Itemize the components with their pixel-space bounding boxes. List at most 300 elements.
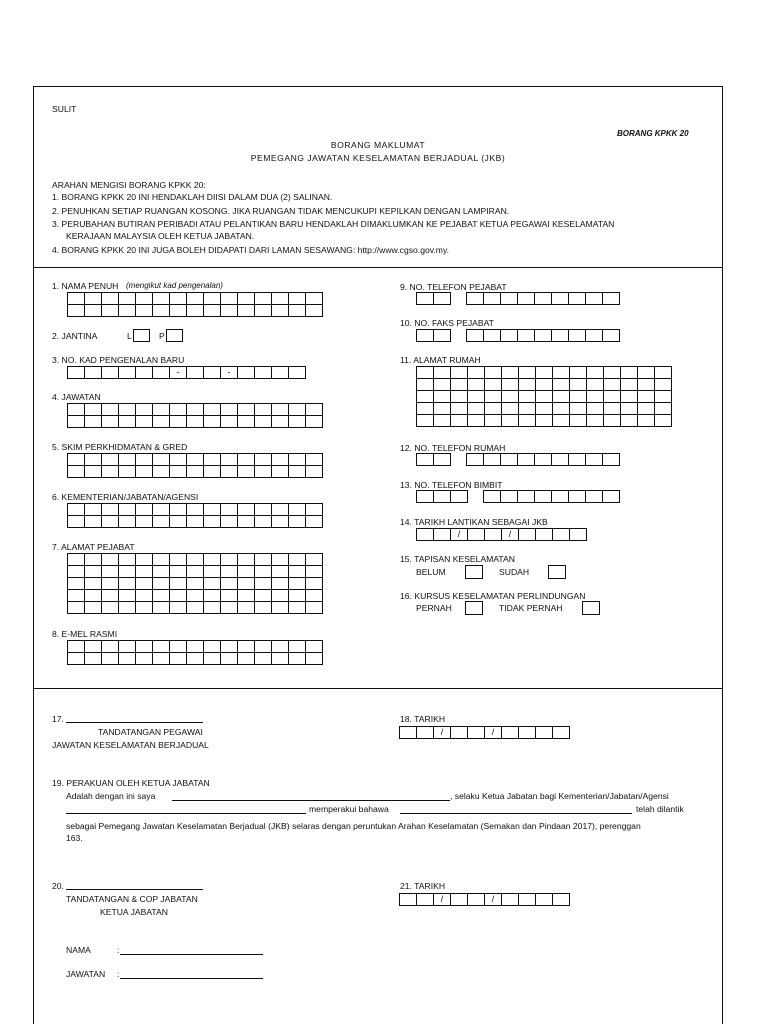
input-cell[interactable] <box>400 727 417 739</box>
grid-home-phone-number[interactable] <box>466 453 620 466</box>
input-cell[interactable] <box>136 602 153 614</box>
grid-home-phone-prefix[interactable] <box>416 453 451 466</box>
input-cell[interactable] <box>519 367 536 379</box>
input-cell[interactable] <box>655 415 672 427</box>
input-cell[interactable] <box>136 293 153 305</box>
input-cell[interactable] <box>85 293 102 305</box>
input-cell[interactable] <box>417 727 434 739</box>
input-cell[interactable] <box>272 504 289 516</box>
input-cell[interactable] <box>170 566 187 578</box>
input-cell[interactable] <box>289 454 306 466</box>
input-cell[interactable] <box>153 416 170 428</box>
input-cell[interactable] <box>434 293 451 305</box>
input-cell[interactable] <box>553 379 570 391</box>
input-cell[interactable] <box>570 403 587 415</box>
input-cell[interactable] <box>238 404 255 416</box>
input-cell[interactable] <box>255 466 272 478</box>
input-cell[interactable] <box>136 554 153 566</box>
input-cell[interactable] <box>187 602 204 614</box>
input-cell[interactable] <box>553 727 570 739</box>
input-cell[interactable] <box>255 416 272 428</box>
input-cell[interactable] <box>153 578 170 590</box>
input-cell[interactable] <box>306 516 323 528</box>
input-cell[interactable] <box>170 305 187 317</box>
input-cell[interactable] <box>451 491 468 503</box>
input-cell[interactable] <box>655 379 672 391</box>
input-cell[interactable] <box>119 653 136 665</box>
grid-mobile-phone-prefix[interactable] <box>416 490 468 503</box>
input-cell[interactable] <box>153 641 170 653</box>
input-cell[interactable] <box>221 466 238 478</box>
input-cell[interactable] <box>119 466 136 478</box>
input-cell[interactable] <box>119 504 136 516</box>
input-cell[interactable] <box>238 293 255 305</box>
input-cell[interactable] <box>570 415 587 427</box>
input-cell[interactable] <box>485 391 502 403</box>
input-cell[interactable] <box>221 590 238 602</box>
input-cell[interactable] <box>153 653 170 665</box>
input-cell[interactable] <box>417 367 434 379</box>
input-cell[interactable] <box>102 466 119 478</box>
input-cell[interactable] <box>306 641 323 653</box>
input-cell[interactable] <box>238 653 255 665</box>
input-cell[interactable] <box>535 330 552 342</box>
input-cell[interactable] <box>204 293 221 305</box>
input-cell[interactable] <box>238 554 255 566</box>
input-cell[interactable] <box>170 653 187 665</box>
input-cell[interactable] <box>255 602 272 614</box>
input-cell[interactable] <box>621 403 638 415</box>
input-cell[interactable] <box>417 529 434 541</box>
input-cell[interactable] <box>417 454 434 466</box>
input-cell[interactable] <box>272 293 289 305</box>
input-cell[interactable] <box>552 454 569 466</box>
input-cell[interactable] <box>272 454 289 466</box>
input-cell[interactable] <box>621 415 638 427</box>
input-cell[interactable] <box>519 415 536 427</box>
input-cell[interactable] <box>451 367 468 379</box>
input-cell[interactable] <box>587 415 604 427</box>
input-cell[interactable] <box>518 293 535 305</box>
input-cell[interactable]: / <box>485 727 502 739</box>
input-cell[interactable] <box>485 529 502 541</box>
input-cell[interactable] <box>85 566 102 578</box>
input-cell[interactable] <box>306 602 323 614</box>
input-cell[interactable] <box>518 491 535 503</box>
input-cell[interactable] <box>536 894 553 906</box>
officer-signature-line[interactable] <box>66 722 203 723</box>
input-cell[interactable] <box>170 416 187 428</box>
input-cell[interactable] <box>468 403 485 415</box>
input-cell[interactable] <box>417 379 434 391</box>
input-cell[interactable] <box>272 466 289 478</box>
input-cell[interactable] <box>187 578 204 590</box>
input-cell[interactable] <box>569 293 586 305</box>
input-cell[interactable] <box>170 602 187 614</box>
input-cell[interactable] <box>136 590 153 602</box>
course-never-checkbox[interactable] <box>582 601 600 615</box>
input-cell[interactable] <box>434 454 451 466</box>
input-cell[interactable] <box>552 293 569 305</box>
grid-home-address[interactable] <box>416 366 672 427</box>
input-cell[interactable] <box>289 367 306 379</box>
input-cell[interactable] <box>289 516 306 528</box>
input-cell[interactable] <box>153 566 170 578</box>
input-cell[interactable] <box>586 293 603 305</box>
input-cell[interactable] <box>417 415 434 427</box>
input-cell[interactable] <box>68 578 85 590</box>
input-cell[interactable] <box>603 491 620 503</box>
input-cell[interactable] <box>170 404 187 416</box>
input-cell[interactable] <box>102 578 119 590</box>
input-cell[interactable] <box>604 403 621 415</box>
input-cell[interactable] <box>85 416 102 428</box>
grid-ministry[interactable] <box>67 503 323 528</box>
input-cell[interactable] <box>102 293 119 305</box>
input-cell[interactable] <box>187 293 204 305</box>
input-cell[interactable] <box>238 578 255 590</box>
input-cell[interactable] <box>187 590 204 602</box>
input-cell[interactable] <box>451 391 468 403</box>
input-cell[interactable] <box>553 403 570 415</box>
input-cell[interactable] <box>587 379 604 391</box>
input-cell[interactable] <box>603 330 620 342</box>
grid-mobile-phone-number[interactable] <box>483 490 620 503</box>
input-cell[interactable] <box>272 305 289 317</box>
head-position-input-line[interactable] <box>120 978 263 979</box>
input-cell[interactable] <box>638 367 655 379</box>
input-cell[interactable] <box>289 416 306 428</box>
input-cell[interactable] <box>119 305 136 317</box>
input-cell[interactable] <box>85 404 102 416</box>
input-cell[interactable] <box>187 466 204 478</box>
input-cell[interactable] <box>255 305 272 317</box>
input-cell[interactable] <box>306 305 323 317</box>
input-cell[interactable] <box>451 894 468 906</box>
input-cell[interactable] <box>102 305 119 317</box>
input-cell[interactable] <box>306 404 323 416</box>
input-cell[interactable] <box>638 379 655 391</box>
input-cell[interactable] <box>119 454 136 466</box>
input-cell[interactable] <box>272 404 289 416</box>
input-cell[interactable] <box>502 415 519 427</box>
input-cell[interactable] <box>272 578 289 590</box>
input-cell[interactable] <box>484 293 501 305</box>
input-cell[interactable] <box>255 516 272 528</box>
grid-email[interactable] <box>67 640 323 665</box>
input-cell[interactable] <box>204 466 221 478</box>
input-cell[interactable] <box>238 641 255 653</box>
input-cell[interactable] <box>85 641 102 653</box>
input-cell[interactable] <box>170 466 187 478</box>
grid-ic-number[interactable] <box>67 366 306 379</box>
input-cell[interactable] <box>306 566 323 578</box>
vetting-done-checkbox[interactable] <box>548 565 566 579</box>
input-cell[interactable] <box>187 566 204 578</box>
input-cell[interactable] <box>136 404 153 416</box>
input-cell[interactable] <box>289 305 306 317</box>
input-cell[interactable] <box>502 727 519 739</box>
input-cell[interactable] <box>68 404 85 416</box>
input-cell[interactable] <box>187 367 204 379</box>
input-cell[interactable] <box>119 367 136 379</box>
input-cell[interactable] <box>119 641 136 653</box>
input-cell[interactable] <box>119 516 136 528</box>
input-cell[interactable] <box>85 554 102 566</box>
input-cell[interactable] <box>306 504 323 516</box>
input-cell[interactable] <box>255 653 272 665</box>
input-cell[interactable] <box>535 293 552 305</box>
input-cell[interactable] <box>221 602 238 614</box>
input-cell[interactable] <box>451 727 468 739</box>
input-cell[interactable] <box>518 454 535 466</box>
ministry-name-line[interactable] <box>66 813 306 814</box>
input-cell[interactable] <box>119 554 136 566</box>
input-cell[interactable] <box>255 293 272 305</box>
input-cell[interactable] <box>553 894 570 906</box>
input-cell[interactable] <box>468 415 485 427</box>
input-cell[interactable] <box>119 416 136 428</box>
grid-office-fax-prefix[interactable] <box>416 329 451 342</box>
input-cell[interactable] <box>536 391 553 403</box>
input-cell[interactable] <box>502 894 519 906</box>
input-cell[interactable] <box>535 454 552 466</box>
input-cell[interactable] <box>306 466 323 478</box>
input-cell[interactable] <box>170 641 187 653</box>
input-cell[interactable] <box>153 367 170 379</box>
input-cell[interactable] <box>68 641 85 653</box>
input-cell[interactable] <box>417 293 434 305</box>
input-cell[interactable] <box>272 516 289 528</box>
input-cell[interactable] <box>451 379 468 391</box>
input-cell[interactable] <box>136 504 153 516</box>
input-cell[interactable] <box>289 641 306 653</box>
input-cell[interactable] <box>221 293 238 305</box>
input-cell[interactable] <box>468 379 485 391</box>
input-cell[interactable] <box>136 516 153 528</box>
input-cell[interactable] <box>272 367 289 379</box>
input-cell[interactable] <box>136 454 153 466</box>
input-cell[interactable] <box>170 504 187 516</box>
input-cell[interactable] <box>221 504 238 516</box>
input-cell[interactable] <box>221 641 238 653</box>
input-cell[interactable] <box>187 653 204 665</box>
input-cell[interactable] <box>604 379 621 391</box>
input-cell[interactable] <box>519 727 536 739</box>
input-cell[interactable] <box>204 590 221 602</box>
input-cell[interactable] <box>68 554 85 566</box>
input-cell[interactable] <box>502 391 519 403</box>
input-cell[interactable] <box>68 602 85 614</box>
input-cell[interactable] <box>570 391 587 403</box>
grid-service-scheme[interactable] <box>67 453 323 478</box>
input-cell[interactable] <box>255 367 272 379</box>
input-cell[interactable] <box>468 894 485 906</box>
input-cell[interactable] <box>434 379 451 391</box>
input-cell[interactable] <box>153 554 170 566</box>
input-cell[interactable] <box>136 641 153 653</box>
input-cell[interactable] <box>289 554 306 566</box>
input-cell[interactable] <box>68 454 85 466</box>
input-cell[interactable] <box>468 367 485 379</box>
input-cell[interactable] <box>102 516 119 528</box>
input-cell[interactable] <box>238 367 255 379</box>
input-cell[interactable] <box>553 367 570 379</box>
head-name-line[interactable] <box>172 800 450 801</box>
input-cell[interactable] <box>502 403 519 415</box>
input-cell[interactable] <box>655 367 672 379</box>
vetting-not-yet-checkbox[interactable] <box>465 565 483 579</box>
input-cell[interactable] <box>502 367 519 379</box>
input-cell[interactable]: / <box>451 529 468 541</box>
input-cell[interactable] <box>451 415 468 427</box>
input-cell[interactable]: / <box>434 727 451 739</box>
input-cell[interactable] <box>552 491 569 503</box>
head-name-input-line[interactable] <box>120 954 263 955</box>
input-cell[interactable] <box>102 602 119 614</box>
input-cell[interactable] <box>587 403 604 415</box>
input-cell[interactable] <box>417 894 434 906</box>
input-cell[interactable] <box>569 330 586 342</box>
input-cell[interactable] <box>621 391 638 403</box>
input-cell[interactable] <box>621 367 638 379</box>
head-signature-line[interactable] <box>66 889 203 890</box>
input-cell[interactable] <box>570 529 587 541</box>
input-cell[interactable] <box>570 379 587 391</box>
input-cell[interactable] <box>136 305 153 317</box>
input-cell[interactable] <box>536 529 553 541</box>
input-cell[interactable] <box>221 653 238 665</box>
input-cell[interactable] <box>68 367 85 379</box>
input-cell[interactable] <box>586 330 603 342</box>
input-cell[interactable] <box>501 454 518 466</box>
input-cell[interactable] <box>255 566 272 578</box>
input-cell[interactable] <box>238 602 255 614</box>
input-cell[interactable] <box>536 367 553 379</box>
input-cell[interactable] <box>136 466 153 478</box>
input-cell[interactable] <box>136 653 153 665</box>
input-cell[interactable] <box>68 566 85 578</box>
input-cell[interactable] <box>102 653 119 665</box>
input-cell[interactable] <box>68 504 85 516</box>
input-cell[interactable] <box>187 416 204 428</box>
input-cell[interactable] <box>638 391 655 403</box>
input-cell[interactable] <box>170 516 187 528</box>
input-cell[interactable] <box>501 293 518 305</box>
input-cell[interactable] <box>136 416 153 428</box>
input-cell[interactable] <box>604 367 621 379</box>
input-cell[interactable] <box>85 602 102 614</box>
grid-date-21[interactable] <box>399 893 570 906</box>
input-cell[interactable] <box>553 529 570 541</box>
input-cell[interactable]: / <box>434 894 451 906</box>
input-cell[interactable] <box>467 330 484 342</box>
input-cell[interactable] <box>68 590 85 602</box>
input-cell[interactable] <box>519 529 536 541</box>
input-cell[interactable] <box>170 293 187 305</box>
input-cell[interactable] <box>289 504 306 516</box>
input-cell[interactable] <box>85 504 102 516</box>
input-cell[interactable] <box>485 403 502 415</box>
input-cell[interactable] <box>255 404 272 416</box>
input-cell[interactable] <box>119 293 136 305</box>
grid-appointment-date[interactable] <box>416 528 587 541</box>
input-cell[interactable] <box>68 466 85 478</box>
input-cell[interactable] <box>289 590 306 602</box>
input-cell[interactable] <box>586 454 603 466</box>
grid-office-address[interactable] <box>67 553 323 614</box>
input-cell[interactable] <box>485 415 502 427</box>
grid-office-fax-number[interactable] <box>466 329 620 342</box>
input-cell[interactable] <box>518 330 535 342</box>
input-cell[interactable] <box>587 367 604 379</box>
grid-position[interactable] <box>67 403 323 428</box>
input-cell[interactable] <box>434 330 451 342</box>
input-cell[interactable] <box>417 330 434 342</box>
input-cell[interactable] <box>102 566 119 578</box>
input-cell[interactable] <box>603 293 620 305</box>
input-cell[interactable] <box>255 554 272 566</box>
input-cell[interactable] <box>434 391 451 403</box>
input-cell[interactable] <box>434 415 451 427</box>
input-cell[interactable] <box>85 516 102 528</box>
input-cell[interactable] <box>187 516 204 528</box>
input-cell[interactable] <box>519 391 536 403</box>
input-cell[interactable] <box>306 416 323 428</box>
input-cell[interactable] <box>170 554 187 566</box>
input-cell[interactable] <box>204 578 221 590</box>
input-cell[interactable] <box>638 403 655 415</box>
input-cell[interactable] <box>68 653 85 665</box>
input-cell[interactable] <box>306 454 323 466</box>
input-cell[interactable] <box>536 403 553 415</box>
input-cell[interactable] <box>221 416 238 428</box>
input-cell[interactable] <box>536 379 553 391</box>
input-cell[interactable] <box>417 491 434 503</box>
input-cell[interactable] <box>272 641 289 653</box>
input-cell[interactable] <box>204 653 221 665</box>
input-cell[interactable] <box>484 454 501 466</box>
input-cell[interactable] <box>289 602 306 614</box>
input-cell[interactable] <box>102 590 119 602</box>
input-cell[interactable] <box>238 416 255 428</box>
input-cell[interactable] <box>502 379 519 391</box>
input-cell[interactable] <box>468 529 485 541</box>
input-cell[interactable]: - <box>221 367 238 379</box>
input-cell[interactable] <box>102 416 119 428</box>
input-cell[interactable] <box>85 367 102 379</box>
input-cell[interactable] <box>255 590 272 602</box>
input-cell[interactable] <box>417 403 434 415</box>
input-cell[interactable] <box>68 416 85 428</box>
input-cell[interactable] <box>306 578 323 590</box>
input-cell[interactable] <box>170 590 187 602</box>
input-cell[interactable] <box>289 653 306 665</box>
grid-full-name[interactable] <box>67 292 323 317</box>
input-cell[interactable] <box>434 403 451 415</box>
input-cell[interactable] <box>153 516 170 528</box>
input-cell[interactable] <box>102 367 119 379</box>
input-cell[interactable] <box>221 454 238 466</box>
input-cell[interactable] <box>552 330 569 342</box>
input-cell[interactable] <box>153 293 170 305</box>
input-cell[interactable] <box>204 554 221 566</box>
input-cell[interactable] <box>68 293 85 305</box>
input-cell[interactable] <box>102 554 119 566</box>
input-cell[interactable] <box>417 391 434 403</box>
input-cell[interactable] <box>604 415 621 427</box>
input-cell[interactable] <box>485 367 502 379</box>
